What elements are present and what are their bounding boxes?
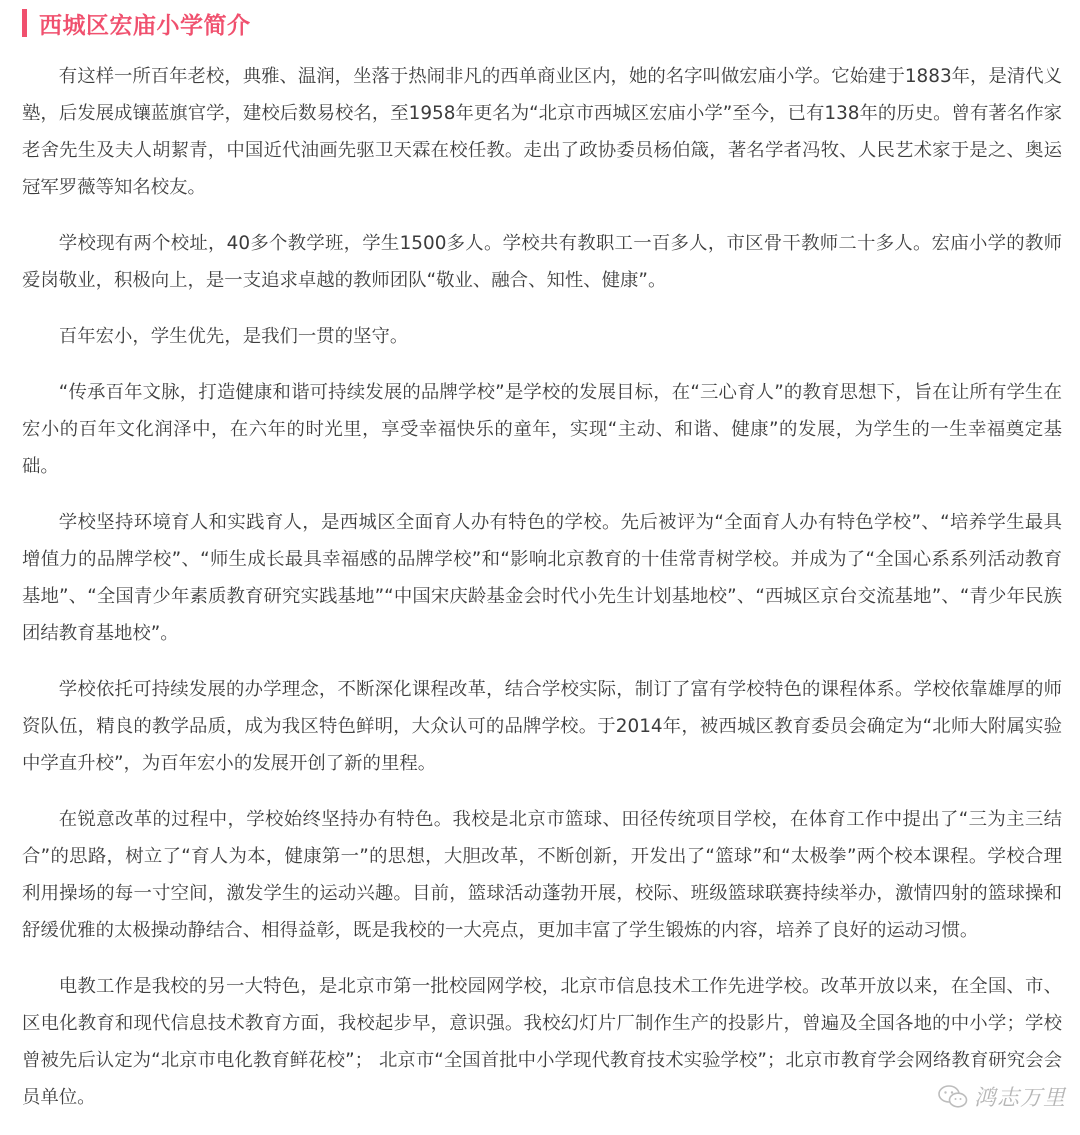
page-title: 西城区宏庙小学简介	[39, 12, 251, 39]
paragraph-staff: 学校现有两个校址，40多个教学班，学生1500多人。学校共有教职工一百多人，市区骨干教师二十多人。宏庙小学的教师爱岗敬业，积极向上，是一支追求卓越的教师团队“敬业、融合、知性、健康”。	[22, 233, 1062, 291]
page-header	[22, 8, 251, 38]
paragraph-motto: 百年宏小，学生优先，是我们一贯的坚守。	[58, 326, 409, 347]
watermark-text: 鸿志万里	[973, 1086, 1066, 1111]
article-body	[22, 58, 1062, 1135]
paragraph-goal: “传承百年文脉，打造健康和谐可持续发展的品牌学校”是学校的发展目标，在“三心育人”的教育思想下，旨在让所有学生在宏小的百年文化润泽中，在六年的时光里，享受幸福快乐的童年，实现“主动、和谐、健康”的发展，为学生的一生幸福奠定基础。	[22, 382, 1062, 477]
title-accent-bar	[22, 9, 27, 37]
wechat-icon	[938, 1084, 968, 1110]
paragraph-curriculum: 学校依托可持续发展的办学理念，不断深化课程改革，结合学校实际，制订了富有学校特色的课程体系。学校依靠雄厚的师资队伍，精良的教学品质，成为我区特色鲜明，大众认可的品牌学校。于2014年，被西城区教育委员会确定为“北师大附属实验中学直升校”，为百年宏小的发展开创了新的里程。	[22, 679, 1062, 774]
paragraph-edtech: 电教工作是我校的另一大特色，是北京市第一批校园网学校，北京市信息技术工作先进学校。改革开放以来，在全国、市、区电化教育和现代信息技术教育方面，我校起步早，意识强。我校幻灯片厂制作生产的投影片，曾遍及全国各地的中小学；学校曾被先后认定为“北京市电化教育鲜花校”； 北京市“全国首批中小学现代教育技术实验学校”；北京市教育学会网络教育研究会会员单位。	[22, 976, 1062, 1108]
paragraph-sports: 在锐意改革的过程中，学校始终坚持办有特色。我校是北京市篮球、田径传统项目学校，在体育工作中提出了“三为主三结合”的思路，树立了“育人为本，健康第一”的思想，大胆改革，不断创新，开发出了“篮球”和“太极拳”两个校本课程。学校合理利用操场的每一寸空间，激发学生的运动兴趣。目前，篮球活动蓬勃开展，校际、班级篮球联赛持续举办，激情四射的篮球操和舒缓优雅的太极操动静结合、相得益彰，既是我校的一大亮点，更加丰富了学生锻炼的内容，培养了良好的运动习惯。	[22, 809, 1062, 941]
account-watermark	[938, 1081, 1066, 1112]
paragraph-history: 有这样一所百年老校，典雅、温润，坐落于热闹非凡的西单商业区内，她的名字叫做宏庙小学。它始建于1883年，是清代义塾，后发展成镶蓝旗官学，建校后数易校名，至1958年更名为“北京市西城区宏庙小学”至今，已有138年的历史。曾有著名作家老舍先生及夫人胡絜青，中国近代油画先驱卫天霖在校任教。走出了政协委员杨伯箴，著名学者冯牧、人民艺术家于是之、奥运冠军罗薇等知名校友。	[22, 66, 1062, 198]
paragraph-honors: 学校坚持环境育人和实践育人，是西城区全面育人办有特色的学校。先后被评为“全面育人办有特色学校”、“培养学生最具增值力的品牌学校”、“师生成长最具幸福感的品牌学校”和“影响北京教育的十佳常青树学校。并成为了“全国心系系列活动教育基地”、“全国青少年素质教育研究实践基地”“中国宋庆龄基金会时代小先生计划基地校”、“西城区京台交流基地”、“青少年民族团结教育基地校”。	[22, 512, 1062, 644]
